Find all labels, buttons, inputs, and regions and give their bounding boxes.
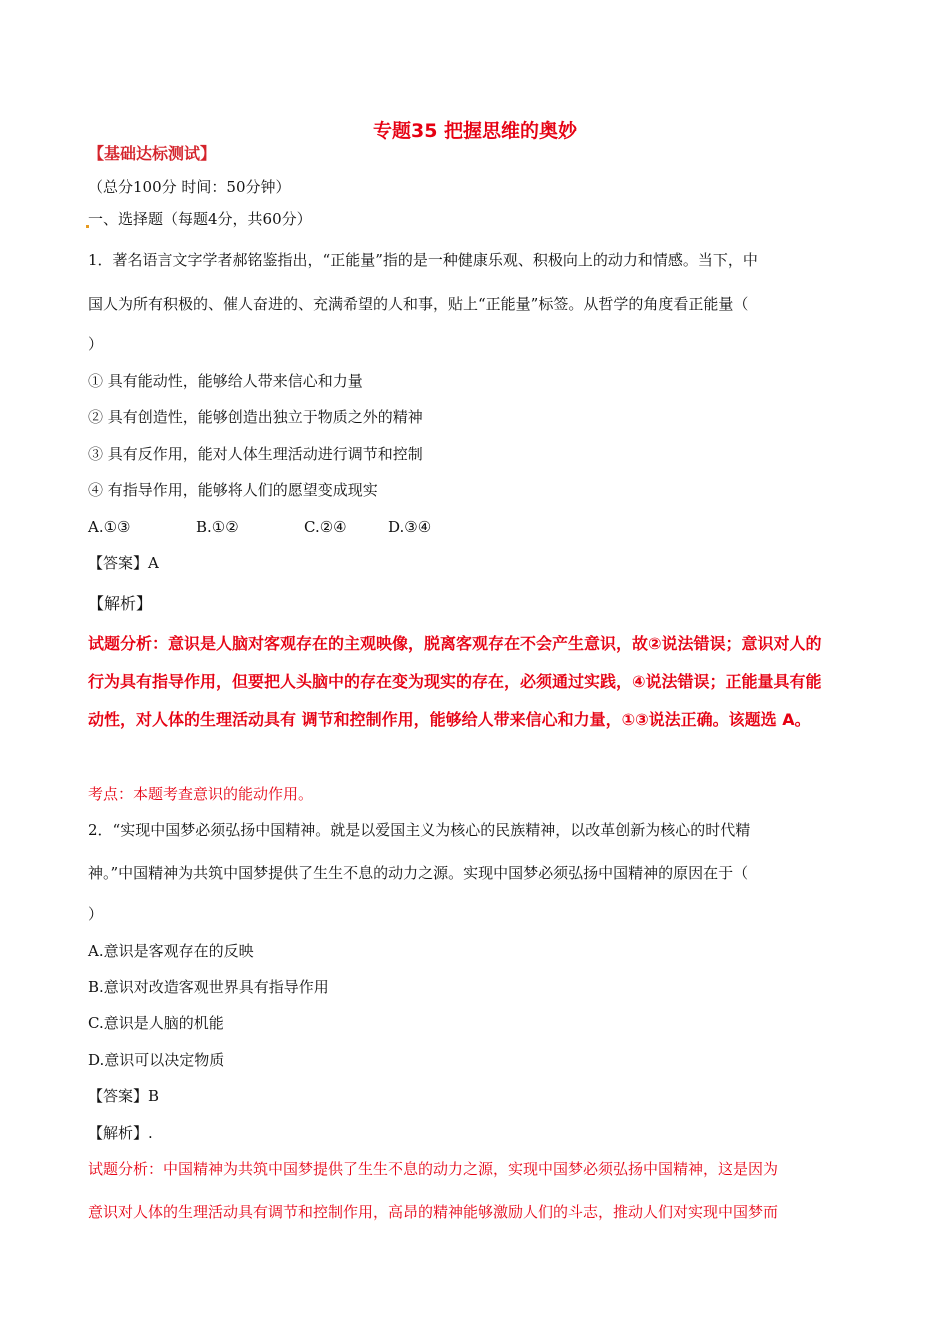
q1-statement-4: ④ 有指导作用，能够将人们的愿望变成现实 bbox=[88, 481, 378, 499]
q2-stem-line-1: 2．“实现中国梦必须弘扬中国精神。就是以爱国主义为核心的民族精神，以改革创新为核心的时代精 bbox=[88, 821, 751, 839]
section-heading: 【基础达标测试】 bbox=[88, 144, 217, 163]
exam-meta: （总分100分 时间：50分钟） bbox=[88, 178, 291, 196]
part1-heading: 一、选择题（每题4分，共60分） bbox=[88, 210, 312, 228]
q1-analysis-line-3: 动性，对人体的生理活动具有 调节和控制作用，能够给人带来信心和力量，①③说法正确。该题选 A。 bbox=[88, 710, 811, 729]
q1-answer: 【答案】A bbox=[88, 554, 159, 572]
q1-kaodian: 考点：本题考查意识的能动作用。 bbox=[88, 785, 314, 803]
q1-stem-line-3: ） bbox=[88, 335, 104, 353]
q1-statement-3: ③ 具有反作用，能对人体生理活动进行调节和控制 bbox=[88, 445, 423, 463]
q2-analysis-label: 【解析】. bbox=[88, 1124, 153, 1142]
q2-stem-line-2: 神。”中国精神为共筑中国梦提供了生生不息的动力之源。实现中国梦必须弘扬中国精神的原因在于（ bbox=[88, 864, 749, 882]
q1-stem-line-2: 国人为所有积极的、催人奋进的、充满希望的人和事，贴上“正能量”标签。从哲学的角度看正能量（ bbox=[88, 295, 749, 313]
q2-answer: 【答案】B bbox=[88, 1087, 160, 1105]
q1-stem-line-1: 1．著名语言文字学者郝铭鉴指出，“正能量”指的是一种健康乐观、积极向上的动力和情感。当下，中 bbox=[88, 251, 758, 269]
q2-option-c: C.意识是人脑的机能 bbox=[88, 1014, 224, 1032]
q2-stem-line-3: ） bbox=[88, 905, 104, 923]
q2-option-d: D.意识可以决定物质 bbox=[88, 1051, 225, 1069]
q2-analysis-line-2: 意识对人体的生理活动具有调节和控制作用，高昂的精神能够激励人们的斗志，推动人们对实现中国梦而 bbox=[88, 1203, 779, 1221]
document-title: 专题35 把握思维的奥妙 bbox=[372, 120, 578, 142]
q1-option-c: C.②④ bbox=[304, 518, 347, 536]
q1-analysis-line-2: 行为具有指导作用，但要把人头脑中的存在变为现实的存在，必须通过实践，④说法错误；正能量具有能 bbox=[88, 672, 822, 691]
q2-analysis-line-1: 试题分析：中国精神为共筑中国梦提供了生生不息的动力之源，实现中国梦必须弘扬中国精神，这是因为 bbox=[88, 1160, 779, 1178]
q1-option-d: D.③④ bbox=[388, 518, 432, 536]
q1-analysis-line-1: 试题分析：意识是人脑对客观存在的主观映像，脱离客观存在不会产生意识，故②说法错误；意识对人的 bbox=[88, 634, 822, 653]
q2-option-a: A.意识是客观存在的反映 bbox=[88, 942, 254, 960]
q1-statement-1: ① 具有能动性，能够给人带来信心和力量 bbox=[88, 372, 363, 390]
q1-option-a: A.①③ bbox=[88, 518, 131, 536]
q1-option-b: B.①② bbox=[196, 518, 239, 536]
q1-statement-2: ② 具有创造性，能够创造出独立于物质之外的精神 bbox=[88, 408, 423, 426]
q1-options bbox=[88, 517, 431, 537]
q2-option-b: B.意识对改造客观世界具有指导作用 bbox=[88, 978, 329, 996]
q1-analysis-label: 【解析】 bbox=[88, 594, 153, 613]
